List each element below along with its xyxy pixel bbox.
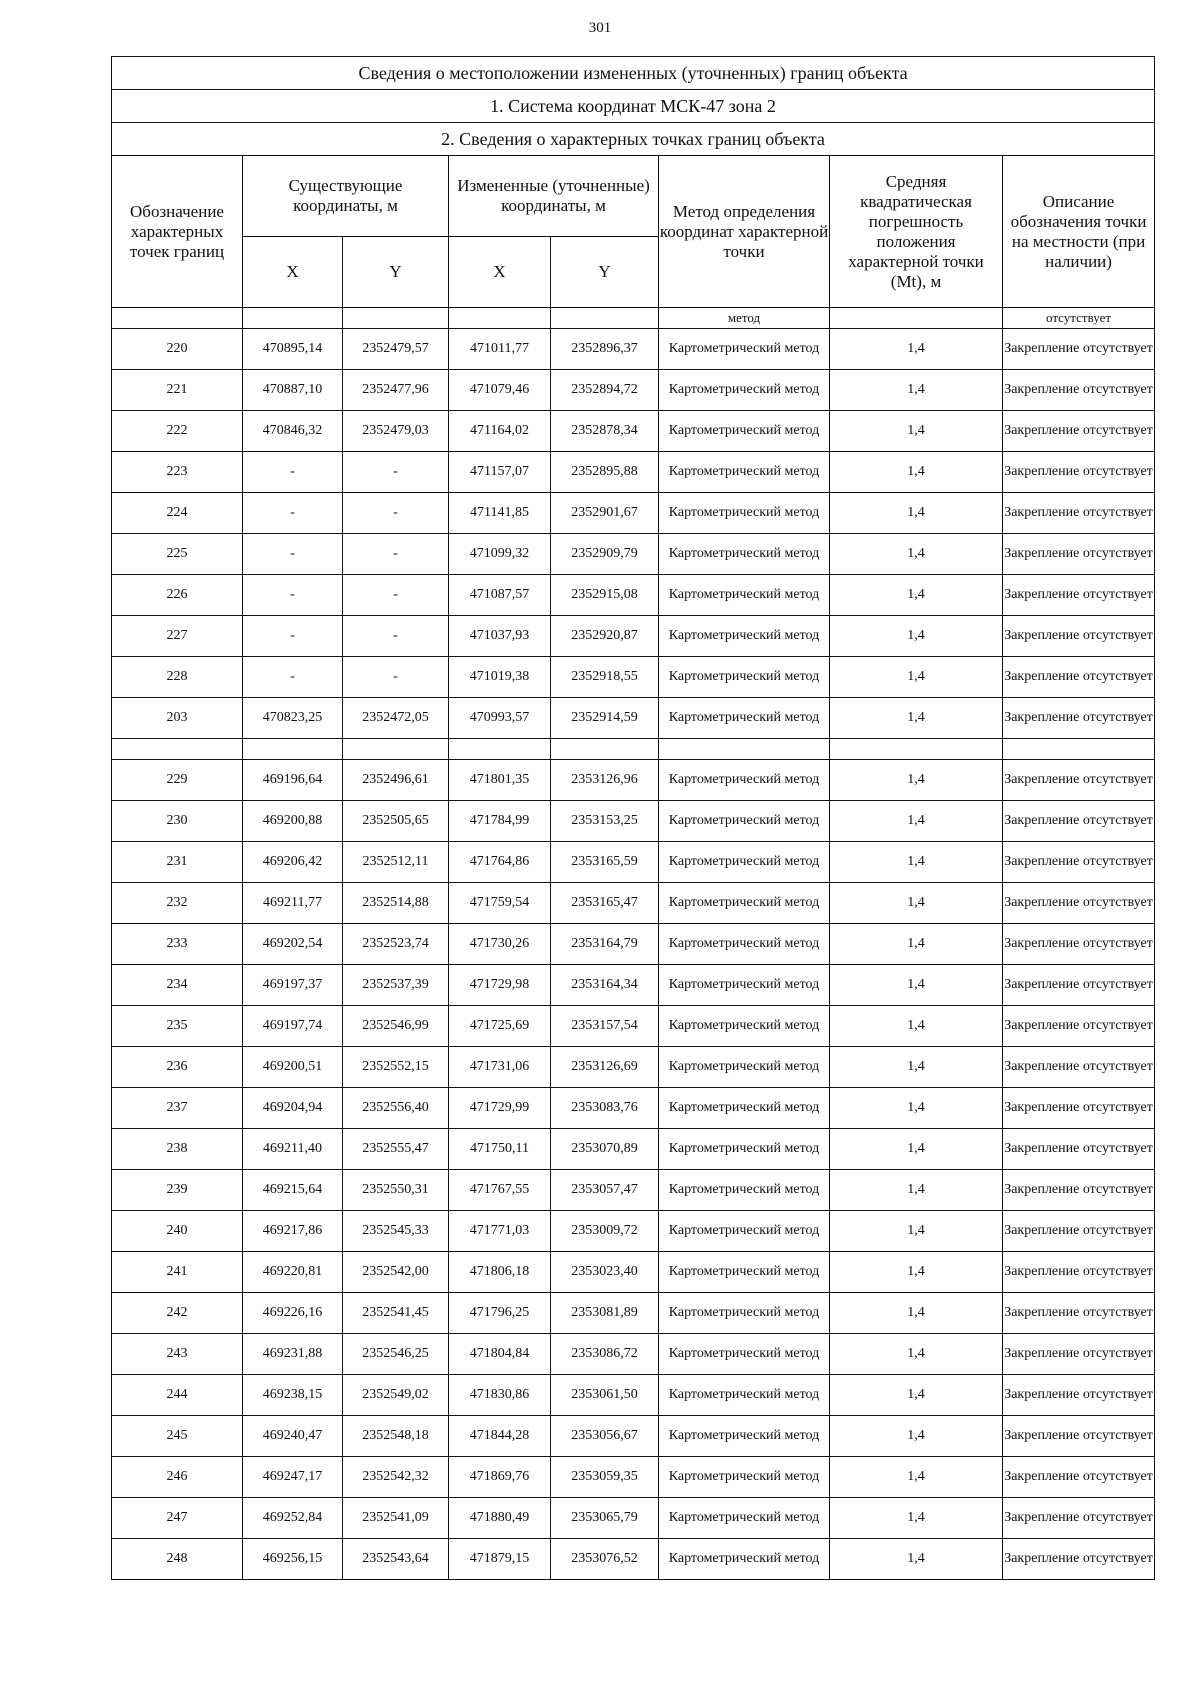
table-row <box>112 1334 1155 1375</box>
table-row <box>112 329 1155 370</box>
changed-x: 470993,57 <box>449 698 551 739</box>
existing-x: 469196,64 <box>243 760 343 801</box>
error-value: 1,4 <box>830 1129 1003 1170</box>
table-row <box>112 1006 1155 1047</box>
changed-x: 471164,02 <box>449 411 551 452</box>
description: Закрепление отсутствует <box>1003 1252 1155 1293</box>
changed-y: 2352918,55 <box>551 657 659 698</box>
method: Картометрический метод <box>659 698 830 739</box>
existing-x: 469202,54 <box>243 924 343 965</box>
existing-y: - <box>343 575 449 616</box>
table-row <box>112 1498 1155 1539</box>
changed-x: 471731,06 <box>449 1047 551 1088</box>
point-id: 245 <box>112 1416 243 1457</box>
error-value: 1,4 <box>830 657 1003 698</box>
description: Закрепление отсутствует <box>1003 370 1155 411</box>
existing-x: - <box>243 575 343 616</box>
existing-y: - <box>343 534 449 575</box>
method: Картометрический метод <box>659 760 830 801</box>
existing-y: 2352545,33 <box>343 1211 449 1252</box>
point-id: 228 <box>112 657 243 698</box>
existing-x: 470846,32 <box>243 411 343 452</box>
changed-x: 471011,77 <box>449 329 551 370</box>
changed-x: 471784,99 <box>449 801 551 842</box>
table-row <box>112 1293 1155 1334</box>
existing-y: 2352546,99 <box>343 1006 449 1047</box>
changed-x: 471830,86 <box>449 1375 551 1416</box>
changed-y: 2352915,08 <box>551 575 659 616</box>
existing-y: - <box>343 616 449 657</box>
changed-y: 2352920,87 <box>551 616 659 657</box>
changed-y: 2353083,76 <box>551 1088 659 1129</box>
error-value: 1,4 <box>830 411 1003 452</box>
method: Картометрический метод <box>659 616 830 657</box>
table-row <box>112 616 1155 657</box>
changed-y: 2353065,79 <box>551 1498 659 1539</box>
method: Картометрический метод <box>659 883 830 924</box>
method: Картометрический метод <box>659 1498 830 1539</box>
error-value: 1,4 <box>830 1088 1003 1129</box>
error-value: 1,4 <box>830 534 1003 575</box>
point-id: 226 <box>112 575 243 616</box>
table-row <box>112 924 1155 965</box>
method: Картометрический метод <box>659 1334 830 1375</box>
point-id: 220 <box>112 329 243 370</box>
table-row <box>112 493 1155 534</box>
existing-y: 2352548,18 <box>343 1416 449 1457</box>
existing-y: 2352546,25 <box>343 1334 449 1375</box>
point-id: 244 <box>112 1375 243 1416</box>
existing-x: 469197,37 <box>243 965 343 1006</box>
table-row <box>112 575 1155 616</box>
error-value: 1,4 <box>830 493 1003 534</box>
error-value: 1,4 <box>830 883 1003 924</box>
method: Картометрический метод <box>659 1375 830 1416</box>
description: Закрепление отсутствует <box>1003 801 1155 842</box>
error-value: 1,4 <box>830 760 1003 801</box>
method: Картометрический метод <box>659 534 830 575</box>
existing-x: 469220,81 <box>243 1252 343 1293</box>
error-value: 1,4 <box>830 1416 1003 1457</box>
changed-y: 2353164,79 <box>551 924 659 965</box>
error-value: 1,4 <box>830 842 1003 883</box>
changed-x: 471725,69 <box>449 1006 551 1047</box>
description: Закрепление отсутствует <box>1003 1047 1155 1088</box>
continuation-row <box>112 308 1155 329</box>
changed-x: 471141,85 <box>449 493 551 534</box>
description: Закрепление отсутствует <box>1003 842 1155 883</box>
error-value: 1,4 <box>830 1498 1003 1539</box>
error-value: 1,4 <box>830 616 1003 657</box>
point-id: 233 <box>112 924 243 965</box>
description: Закрепление отсутствует <box>1003 411 1155 452</box>
changed-y: 2353165,47 <box>551 883 659 924</box>
point-id: 246 <box>112 1457 243 1498</box>
existing-y: 2352472,05 <box>343 698 449 739</box>
point-id: 243 <box>112 1334 243 1375</box>
existing-y: 2352512,11 <box>343 842 449 883</box>
description: Закрепление отсутствует <box>1003 1416 1155 1457</box>
point-id: 227 <box>112 616 243 657</box>
existing-x: 469197,74 <box>243 1006 343 1047</box>
description: Закрепление отсутствует <box>1003 1375 1155 1416</box>
existing-y: 2352523,74 <box>343 924 449 965</box>
method: Картометрический метод <box>659 329 830 370</box>
table-row <box>112 534 1155 575</box>
changed-y: 2353081,89 <box>551 1293 659 1334</box>
description: Закрепление отсутствует <box>1003 1293 1155 1334</box>
existing-x: 469215,64 <box>243 1170 343 1211</box>
method: Картометрический метод <box>659 924 830 965</box>
existing-x: - <box>243 657 343 698</box>
error-value: 1,4 <box>830 965 1003 1006</box>
table-title: Сведения о местоположении измененных (уточненных) границ объекта <box>112 57 1155 90</box>
header-changed: Измененные (уточненные) координаты, м <box>449 156 659 237</box>
existing-x: 469211,40 <box>243 1129 343 1170</box>
existing-y: 2352543,64 <box>343 1539 449 1580</box>
changed-x: 471729,99 <box>449 1088 551 1129</box>
table-row <box>112 1375 1155 1416</box>
error-value: 1,4 <box>830 1334 1003 1375</box>
point-id: 235 <box>112 1006 243 1047</box>
point-id: 230 <box>112 801 243 842</box>
changed-y: 2353165,59 <box>551 842 659 883</box>
point-id: 239 <box>112 1170 243 1211</box>
changed-x: 471801,35 <box>449 760 551 801</box>
existing-x: 469204,94 <box>243 1088 343 1129</box>
changed-y: 2353086,72 <box>551 1334 659 1375</box>
method: Картометрический метод <box>659 1539 830 1580</box>
header-existing-x: X <box>243 237 343 308</box>
description: Закрепление отсутствует <box>1003 1088 1155 1129</box>
point-id: 238 <box>112 1129 243 1170</box>
existing-y: 2352549,02 <box>343 1375 449 1416</box>
error-value: 1,4 <box>830 1375 1003 1416</box>
existing-x: 469231,88 <box>243 1334 343 1375</box>
method: Картометрический метод <box>659 1293 830 1334</box>
point-id: 224 <box>112 493 243 534</box>
point-id: 203 <box>112 698 243 739</box>
changed-x: 471730,26 <box>449 924 551 965</box>
group-separator-row <box>112 739 1155 760</box>
changed-x: 471764,86 <box>449 842 551 883</box>
existing-x: 470823,25 <box>243 698 343 739</box>
changed-y: 2353126,96 <box>551 760 659 801</box>
changed-y: 2353153,25 <box>551 801 659 842</box>
description: Закрепление отсутствует <box>1003 657 1155 698</box>
error-value: 1,4 <box>830 1539 1003 1580</box>
changed-x: 471804,84 <box>449 1334 551 1375</box>
method: Картометрический метод <box>659 1416 830 1457</box>
method: Картометрический метод <box>659 452 830 493</box>
existing-x: - <box>243 534 343 575</box>
header-changed-y: Y <box>551 237 659 308</box>
table-row <box>112 883 1155 924</box>
existing-y: 2352514,88 <box>343 883 449 924</box>
existing-y: 2352505,65 <box>343 801 449 842</box>
description: Закрепление отсутствует <box>1003 616 1155 657</box>
changed-y: 2353061,50 <box>551 1375 659 1416</box>
changed-x: 471806,18 <box>449 1252 551 1293</box>
error-value: 1,4 <box>830 1047 1003 1088</box>
table-row <box>112 657 1155 698</box>
point-id: 240 <box>112 1211 243 1252</box>
page-number: 301 <box>588 20 612 36</box>
error-value: 1,4 <box>830 1293 1003 1334</box>
method: Картометрический метод <box>659 1047 830 1088</box>
existing-y: - <box>343 493 449 534</box>
error-value: 1,4 <box>830 1006 1003 1047</box>
error-value: 1,4 <box>830 329 1003 370</box>
header-description: Описание обозначения точки на местности (при наличии) <box>1003 156 1155 308</box>
table-row <box>112 1088 1155 1129</box>
table-row <box>112 698 1155 739</box>
changed-x: 471796,25 <box>449 1293 551 1334</box>
existing-y: 2352555,47 <box>343 1129 449 1170</box>
description: Закрепление отсутствует <box>1003 698 1155 739</box>
changed-x: 471879,15 <box>449 1539 551 1580</box>
description: Закрепление отсутствует <box>1003 1211 1155 1252</box>
description: Закрепление отсутствует <box>1003 329 1155 370</box>
changed-y: 2353023,40 <box>551 1252 659 1293</box>
changed-y: 2353009,72 <box>551 1211 659 1252</box>
point-id: 248 <box>112 1539 243 1580</box>
description: Закрепление отсутствует <box>1003 1129 1155 1170</box>
point-id: 229 <box>112 760 243 801</box>
changed-x: 471037,93 <box>449 616 551 657</box>
table-row <box>112 842 1155 883</box>
error-value: 1,4 <box>830 1211 1003 1252</box>
changed-y: 2352894,72 <box>551 370 659 411</box>
existing-y: 2352541,09 <box>343 1498 449 1539</box>
method: Картометрический метод <box>659 493 830 534</box>
description: Закрепление отсутствует <box>1003 575 1155 616</box>
existing-x: - <box>243 493 343 534</box>
changed-y: 2353076,52 <box>551 1539 659 1580</box>
point-id: 222 <box>112 411 243 452</box>
changed-y: 2352914,59 <box>551 698 659 739</box>
existing-y: 2352496,61 <box>343 760 449 801</box>
error-value: 1,4 <box>830 924 1003 965</box>
changed-x: 471087,57 <box>449 575 551 616</box>
error-value: 1,4 <box>830 370 1003 411</box>
method: Картометрический метод <box>659 801 830 842</box>
table-row <box>112 1211 1155 1252</box>
changed-y: 2353070,89 <box>551 1129 659 1170</box>
method: Картометрический метод <box>659 411 830 452</box>
description: Закрепление отсутствует <box>1003 1334 1155 1375</box>
changed-y: 2352895,88 <box>551 452 659 493</box>
existing-y: 2352541,45 <box>343 1293 449 1334</box>
table-row <box>112 1252 1155 1293</box>
changed-y: 2353157,54 <box>551 1006 659 1047</box>
error-value: 1,4 <box>830 698 1003 739</box>
existing-y: 2352552,15 <box>343 1047 449 1088</box>
description: Закрепление отсутствует <box>1003 1457 1155 1498</box>
changed-x: 471844,28 <box>449 1416 551 1457</box>
description: Закрепление отсутствует <box>1003 1170 1155 1211</box>
error-value: 1,4 <box>830 801 1003 842</box>
method: Картометрический метод <box>659 1006 830 1047</box>
point-id: 242 <box>112 1293 243 1334</box>
description: Закрепление отсутствует <box>1003 493 1155 534</box>
description: Закрепление отсутствует <box>1003 883 1155 924</box>
existing-y: 2352537,39 <box>343 965 449 1006</box>
table-row <box>112 1457 1155 1498</box>
method: Картометрический метод <box>659 1129 830 1170</box>
point-id: 223 <box>112 452 243 493</box>
boundary-points-table <box>111 56 1155 1580</box>
description: Закрепление отсутствует <box>1003 452 1155 493</box>
description: Закрепление отсутствует <box>1003 965 1155 1006</box>
existing-x: 469238,15 <box>243 1375 343 1416</box>
existing-y: 2352477,96 <box>343 370 449 411</box>
method: Картометрический метод <box>659 842 830 883</box>
method: Картометрический метод <box>659 965 830 1006</box>
existing-y: 2352479,03 <box>343 411 449 452</box>
existing-x: 469240,47 <box>243 1416 343 1457</box>
table-row <box>112 1539 1155 1580</box>
changed-x: 471019,38 <box>449 657 551 698</box>
existing-x: 469226,16 <box>243 1293 343 1334</box>
error-value: 1,4 <box>830 1457 1003 1498</box>
existing-x: 469211,77 <box>243 883 343 924</box>
method: Картометрический метод <box>659 370 830 411</box>
table-row <box>112 370 1155 411</box>
header-changed-x: X <box>449 237 551 308</box>
existing-y: 2352542,00 <box>343 1252 449 1293</box>
header-error: Средняя квадратическая погрешность положения характерной точки (Mt), м <box>830 156 1003 308</box>
point-id: 221 <box>112 370 243 411</box>
changed-y: 2353059,35 <box>551 1457 659 1498</box>
table-row <box>112 1129 1155 1170</box>
existing-x: - <box>243 616 343 657</box>
table-row <box>112 1416 1155 1457</box>
point-id: 241 <box>112 1252 243 1293</box>
method: Картометрический метод <box>659 1457 830 1498</box>
point-id: 232 <box>112 883 243 924</box>
table-row <box>112 411 1155 452</box>
table-row <box>112 965 1155 1006</box>
changed-y: 2353126,69 <box>551 1047 659 1088</box>
continuation-description: отсутствует <box>1003 308 1155 329</box>
table-row <box>112 1170 1155 1211</box>
error-value: 1,4 <box>830 1170 1003 1211</box>
point-id: 225 <box>112 534 243 575</box>
changed-y: 2353164,34 <box>551 965 659 1006</box>
existing-x: 470895,14 <box>243 329 343 370</box>
changed-x: 471099,32 <box>449 534 551 575</box>
changed-x: 471157,07 <box>449 452 551 493</box>
error-value: 1,4 <box>830 575 1003 616</box>
changed-y: 2352878,34 <box>551 411 659 452</box>
method: Картометрический метод <box>659 575 830 616</box>
point-id: 236 <box>112 1047 243 1088</box>
existing-x: 469200,51 <box>243 1047 343 1088</box>
method: Картометрический метод <box>659 1088 830 1129</box>
existing-y: 2352479,57 <box>343 329 449 370</box>
changed-x: 471771,03 <box>449 1211 551 1252</box>
existing-x: 469247,17 <box>243 1457 343 1498</box>
header-method: Метод определения координат характерной точки <box>659 156 830 308</box>
changed-x: 471767,55 <box>449 1170 551 1211</box>
method: Картометрический метод <box>659 1252 830 1293</box>
point-id: 231 <box>112 842 243 883</box>
changed-x: 471729,98 <box>449 965 551 1006</box>
changed-x: 471750,11 <box>449 1129 551 1170</box>
header-existing-y: Y <box>343 237 449 308</box>
changed-y: 2352909,79 <box>551 534 659 575</box>
section-title: 2. Сведения о характерных точках границ объекта <box>112 123 1155 156</box>
existing-x: 469256,15 <box>243 1539 343 1580</box>
existing-y: 2352542,32 <box>343 1457 449 1498</box>
changed-x: 471079,46 <box>449 370 551 411</box>
continuation-method: метод <box>659 308 830 329</box>
method: Картометрический метод <box>659 1170 830 1211</box>
table-row <box>112 760 1155 801</box>
changed-y: 2353057,47 <box>551 1170 659 1211</box>
changed-y: 2352901,67 <box>551 493 659 534</box>
existing-y: 2352556,40 <box>343 1088 449 1129</box>
description: Закрепление отсутствует <box>1003 1539 1155 1580</box>
existing-x: 469200,88 <box>243 801 343 842</box>
existing-y: 2352550,31 <box>343 1170 449 1211</box>
existing-x: 469252,84 <box>243 1498 343 1539</box>
description: Закрепление отсутствует <box>1003 1498 1155 1539</box>
existing-x: 469217,86 <box>243 1211 343 1252</box>
changed-y: 2353056,67 <box>551 1416 659 1457</box>
changed-y: 2352896,37 <box>551 329 659 370</box>
method: Картометрический метод <box>659 1211 830 1252</box>
changed-x: 471869,76 <box>449 1457 551 1498</box>
existing-x: 469206,42 <box>243 842 343 883</box>
description: Закрепление отсутствует <box>1003 924 1155 965</box>
existing-y: - <box>343 452 449 493</box>
coordinate-system: 1. Система координат МСК-47 зона 2 <box>112 90 1155 123</box>
point-id: 247 <box>112 1498 243 1539</box>
header-designation: Обозначение характерных точек границ <box>112 156 243 308</box>
table-row <box>112 1047 1155 1088</box>
existing-x: - <box>243 452 343 493</box>
existing-y: - <box>343 657 449 698</box>
description: Закрепление отсутствует <box>1003 1006 1155 1047</box>
error-value: 1,4 <box>830 452 1003 493</box>
changed-x: 471880,49 <box>449 1498 551 1539</box>
table-row <box>112 452 1155 493</box>
method: Картометрический метод <box>659 657 830 698</box>
description: Закрепление отсутствует <box>1003 534 1155 575</box>
header-existing: Существующие координаты, м <box>243 156 449 237</box>
changed-x: 471759,54 <box>449 883 551 924</box>
table-row <box>112 801 1155 842</box>
point-id: 237 <box>112 1088 243 1129</box>
existing-x: 470887,10 <box>243 370 343 411</box>
point-id: 234 <box>112 965 243 1006</box>
error-value: 1,4 <box>830 1252 1003 1293</box>
description: Закрепление отсутствует <box>1003 760 1155 801</box>
